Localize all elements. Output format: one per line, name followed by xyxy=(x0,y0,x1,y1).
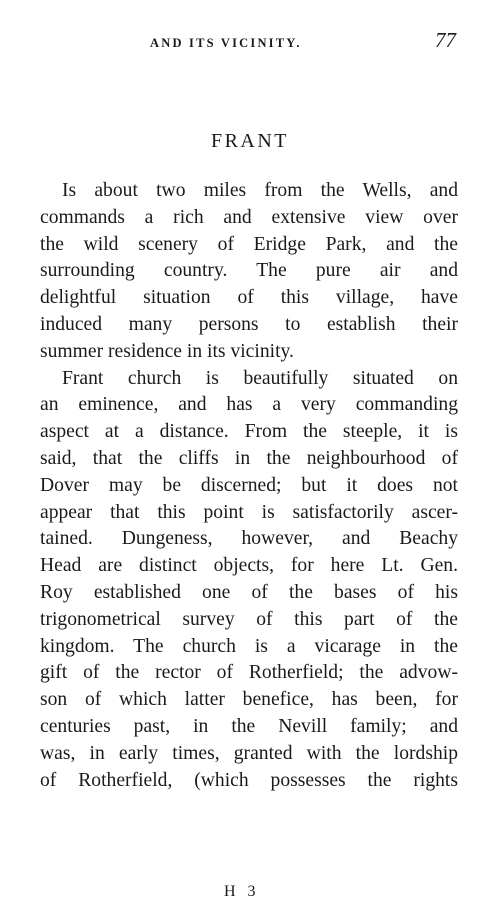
text-line: Head are distinct objects, for here Lt. Gen. xyxy=(40,555,458,577)
running-title: AND ITS VICINITY. xyxy=(150,36,302,50)
text-line: surrounding country. The pure air and xyxy=(40,260,458,282)
text-line: gift of the rector of Rotherfield; the advow- xyxy=(40,662,458,684)
text-line: Frant church is beautifully situated on xyxy=(62,367,458,389)
text-line: Dover may be discerned; but it does not xyxy=(40,474,458,496)
text-line: centuries past, in the Nevill family; and xyxy=(40,715,458,737)
text-line: son of which latter benefice, has been, for xyxy=(40,689,458,711)
text-line: commands a rich and extensive view over xyxy=(40,206,458,228)
running-header xyxy=(0,22,500,62)
section-title: FRANT xyxy=(210,130,290,152)
text-line: appear that this point is satisfactorily ascer- xyxy=(40,501,458,523)
text-line: Is about two miles from the Wells, and xyxy=(62,180,458,201)
text-line: tained. Dungeness, however, and Beachy xyxy=(40,528,458,550)
text-line: induced many persons to establish their xyxy=(40,313,458,335)
text-line: the wild scenery of Eridge Park, and the xyxy=(40,233,458,255)
page-number: 77 xyxy=(435,28,456,52)
text-line: delightful situation of this village, have xyxy=(40,287,458,309)
body-text xyxy=(40,178,458,794)
text-line: summer residence in its vicinity. xyxy=(40,340,294,362)
text-line: was, in early times, granted with the lordship xyxy=(40,742,458,764)
text-line: aspect at a distance. From the steeple, it is xyxy=(40,421,458,443)
text-line: of Rotherfield, (which possesses the rights xyxy=(40,769,458,791)
text-line: trigonometrical survey of this part of the xyxy=(40,608,458,630)
signature-mark: H 3 xyxy=(224,883,260,900)
text-line: Roy established one of the bases of his xyxy=(40,581,458,603)
text-line: an eminence, and has a very commanding xyxy=(40,394,458,416)
text-line: kingdom. The church is a vicarage in the xyxy=(40,635,458,657)
text-line: said, that the cliffs in the neighbourhood of xyxy=(40,447,458,469)
